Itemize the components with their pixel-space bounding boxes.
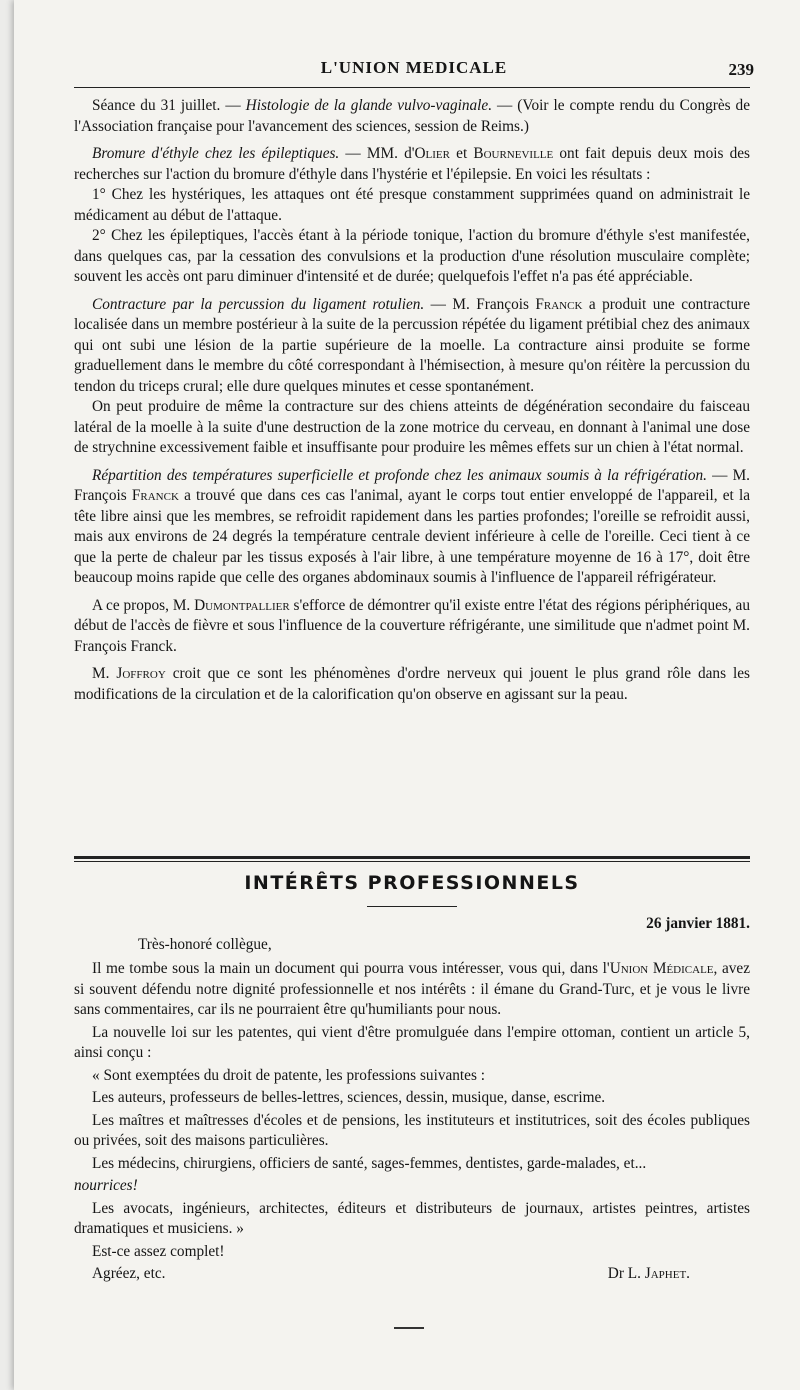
histology-paragraph xyxy=(74,96,750,137)
dumontpallier-text-1: A ce propos, M. xyxy=(92,596,195,614)
letter-paragraph-1 xyxy=(74,959,750,1021)
author-olier: Olier xyxy=(414,145,450,162)
letter-p1-end: , avez si souvent défendu notre dignité professionnelle et nos intérêts : il émane du Grand-Turc, et je vous le livre sans commentaires, car ils ne pourraient être qu'humiliants pour nous. xyxy=(74,960,750,1018)
author-franck-2: Franck xyxy=(131,487,179,504)
bromide-result-2: 2° Chez les épileptiques, l'accès étant à la période tonique, l'action du bromure d'éthyle s'est manifestée, dans quelques cas, par la cessation des convulsions et la production d'une résolution musculaire complète; souvent les accès ont paru diminuer d'intensité et de durée; quelquefois l'effet n'a pas été appréciable. xyxy=(74,227,750,285)
joffroy-text-2: croit que ce sont les phénomènes d'ordre nerveux qui jouent le plus grand rôle dans les modifications de la circulation et de la calorification qu'on observe en agissant sur la peau. xyxy=(74,665,750,703)
letter-paragraph-2: La nouvelle loi sur les patentes, qui vient d'être promulguée dans l'empire ottoman, contient un article 5, ainsi conçu : xyxy=(74,1023,750,1061)
joffroy-paragraph xyxy=(74,664,750,705)
quote-line-4: Les médecins, chirurgiens, officiers de santé, sages-femmes, dentistes, garde-malades, et... xyxy=(92,1154,647,1172)
title-underline xyxy=(367,906,457,907)
journal-page xyxy=(14,0,800,1390)
signature-row xyxy=(74,1264,750,1286)
quote-line-4-italic xyxy=(74,1176,750,1197)
letter-date: 26 janvier 1881. xyxy=(646,915,750,932)
histology-title: Histologie de la glande vulvo-vaginale. xyxy=(245,97,493,114)
dumontpallier-text-2: s'efforce de démontrer qu'il existe entre l'état des régions périphériques, au début de l'accès de fièvre et sous l'influence de la couverture réfrigérante, une similitude que n'admet point M. François Franck. xyxy=(74,596,750,655)
author-franck: Franck xyxy=(535,295,583,313)
signature-title: Dr xyxy=(607,1265,624,1282)
letter-salutation: Très-honoré collègue, xyxy=(138,935,272,953)
joffroy-text-1: M. xyxy=(92,665,117,682)
page-header xyxy=(74,58,754,86)
journal-mention: Union Médicale xyxy=(609,960,714,977)
page-number: 239 xyxy=(728,60,754,79)
contracture-paragraph xyxy=(74,295,750,398)
contracture-paragraph-2: On peut produire de même la contracture sur des chiens atteints de dégénération secondaire du faisceau latéral de la moelle à la suite d'une destruction de la zone motrice du cerveau, en donnant à l'animal une dose de strychnine excessivement faible et insuffisante pour produire les mêmes effets sur un chien à l'état normal. xyxy=(74,398,750,456)
quote-line-2: Les auteurs, professeurs de belles-lettres, sciences, dessin, musique, danse, escrime. xyxy=(92,1089,606,1106)
temperature-text-1: — M. François xyxy=(74,466,751,504)
bromide-title: Bromure d'éthyle chez les épileptiques. xyxy=(92,145,340,162)
bromide-paragraph xyxy=(74,144,750,185)
footer-rule xyxy=(394,1327,424,1329)
letter-body xyxy=(74,914,750,1286)
quote-line-3: Les maîtres et maîtresses d'écoles et de pensions, les instituteurs et institutrices, soit des écoles publiques ou privées, soit des maisons particulières. xyxy=(74,1111,750,1149)
nourrices-text: nourrices! xyxy=(74,1177,138,1194)
section-title: INTÉRÊTS PROFESSIONNELS xyxy=(244,872,580,894)
bromide-result-1: 1° Chez les hystériques, les attaques ont été presque constamment supprimées quand on administrait le médicament au début de l'attaque. xyxy=(74,186,750,224)
temperature-text-2: a trouvé que dans ces cas l'animal, ayant le corps tout entier enveloppé de l'appareil, et la tête libre ainsi que les membres, se refroidit rapidement dans les parties profondes; l'oreille se refroidit aussi, mais aux environs de 24 degrés la température centrale devient inférieure à celle de l'oreille. Ceci tient à ce que la perte de chaleur par les tissus exposés à l'air libre, à une température moyenne de 16 à 17°, doit être beaucoup moins rapide que celle des organes abdominaux soumis à l'influence de l'appareil réfrigérateur. xyxy=(74,487,750,586)
contracture-title: Contracture par la percussion du ligament rotulien. xyxy=(92,295,425,313)
signature-name: L. Japhet. xyxy=(627,1265,690,1282)
section-divider xyxy=(74,856,750,862)
letter-closing: Agréez, etc. xyxy=(92,1265,166,1282)
temperature-title: Répartition des températures superficielle et profonde chez les animaux soumis à la réfrigération. xyxy=(92,466,707,484)
header-rule xyxy=(74,87,750,88)
quote-line-5: Les avocats, ingénieurs, architectes, éditeurs et distributeurs de journaux, artistes peintres, artistes dramatiques et musiciens. » xyxy=(74,1199,750,1237)
journal-title: L'UNION MEDICALE xyxy=(320,58,508,77)
dumontpallier-paragraph xyxy=(74,596,750,658)
temperature-paragraph xyxy=(74,466,750,589)
author-dumontpallier: Dumontpallier xyxy=(194,596,290,614)
bromide-text-2: et xyxy=(450,145,474,162)
contracture-text-1: — M. François xyxy=(424,295,536,313)
bromide-text-1: — MM. d' xyxy=(339,145,415,162)
signature xyxy=(608,1264,690,1285)
meeting-report xyxy=(74,96,750,712)
session-date: Séance du 31 juillet. — xyxy=(92,97,246,114)
author-bourneville: Bourneville xyxy=(473,145,554,162)
letter-p1-start: Il me tombe sous la main un document qui pourra vous intéresser, vous qui, dans l' xyxy=(92,960,610,977)
author-joffroy: Joffroy xyxy=(116,665,166,682)
bromide-text-3: ont fait depuis deux mois des recherches sur l'action du bromure d'éthyle dans l'hystérie et l'épilepsie. En voici les résultats : xyxy=(74,145,750,183)
contracture-text-2: a produit une contracture localisée dans un membre postérieur à la suite de la percussion répétée du ligament prétibial chez des animaux qui ont subi une lésion de la partie supérieure de la moelle. La contracture ainsi produite se forme graduellement dans le membre du côté correspondant à l'hémisection, à mesure qu'on réitère la percussion du tendon du triceps crural; elle dure quelques minutes et cesse spontanément. xyxy=(74,295,751,395)
histology-text: — (Voir le compte rendu du Congrès de l'Association française pour l'avancement des sciences, session de Reims.) xyxy=(74,97,750,135)
quote-line-1: « Sont exemptées du droit de patente, les professions suivantes : xyxy=(92,1066,485,1084)
letter-paragraph-3: Est-ce assez complet! xyxy=(92,1242,225,1260)
